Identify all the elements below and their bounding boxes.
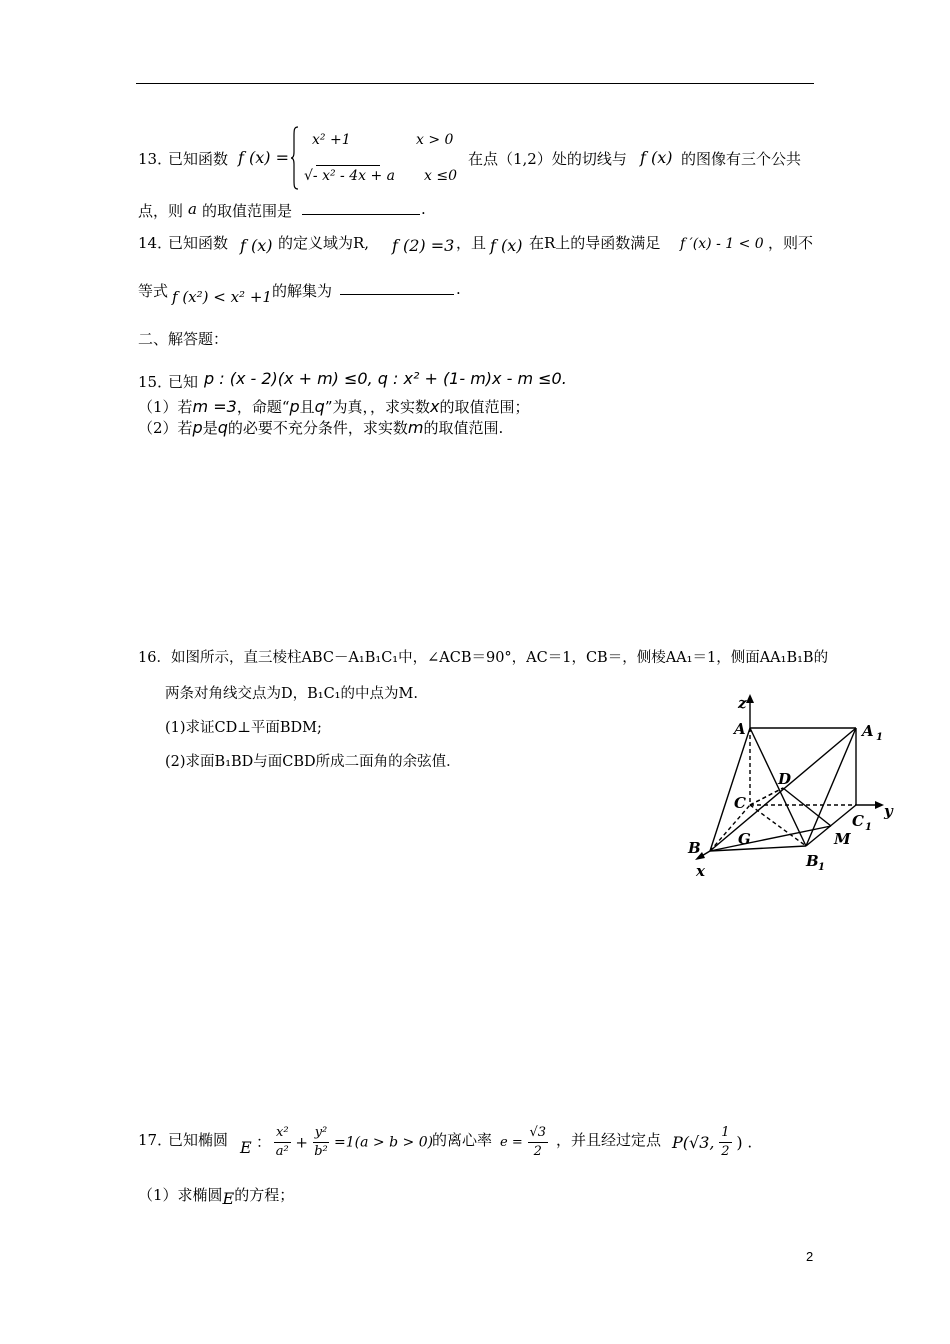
q17-p1-b: 的方程； xyxy=(234,1186,295,1204)
q13-case1-cond: x > 0 xyxy=(416,132,454,148)
q17-p1-E: E xyxy=(222,1189,235,1208)
line-CD-2 xyxy=(750,788,783,805)
label-B1: B xyxy=(806,852,819,870)
q13-line2-b: 的取值范围是 xyxy=(202,202,293,220)
label-C: C xyxy=(734,794,746,812)
edge-A1B1 xyxy=(806,728,856,846)
label-C1-sub: 1 xyxy=(865,822,872,833)
q15-statement: p : (x - 2)(x + m) ≤0, q : x² + (1- m)x - m ≤0. xyxy=(204,369,567,388)
q17-P-frac xyxy=(719,1124,731,1161)
q13-sqrt-bar xyxy=(316,165,380,166)
q17-part1 xyxy=(138,1184,295,1208)
q14-domain: 的定义域为R, xyxy=(278,234,370,252)
q17-fx-den: a² xyxy=(275,1144,289,1159)
q17-E: E xyxy=(240,1138,252,1157)
q15-p1-d: ”为真，，求实数 xyxy=(324,398,430,416)
q17-plus: + xyxy=(295,1133,308,1152)
q17-P: P(√3, xyxy=(672,1133,715,1152)
q14-intro: 已知函数 xyxy=(168,234,229,252)
label-x: x xyxy=(696,862,705,880)
label-G: G xyxy=(738,830,751,848)
q17-p1-a: （1）求椭圆 xyxy=(138,1186,223,1204)
q17-ellipse-eq xyxy=(274,1124,433,1161)
z-axis-arrow xyxy=(746,694,754,703)
q17-x-frac xyxy=(274,1124,291,1161)
q15-p1-p: p xyxy=(289,397,300,416)
q17-end: . xyxy=(747,1133,753,1152)
q14-number: 14． xyxy=(138,234,173,252)
q14-deriv-cond: f ′(x) - 1 < 0 xyxy=(680,236,764,252)
q15-p1-b: ，命题“ xyxy=(236,398,290,416)
label-y: y xyxy=(884,802,893,820)
q16-line2: 两条对角线交点为D，B₁C₁的中点为M. xyxy=(165,686,418,702)
q15-part2 xyxy=(138,417,503,438)
y-axis-arrow xyxy=(875,801,884,809)
q17-P-close: ) xyxy=(736,1133,743,1152)
section-2-heading: 二、解答题： xyxy=(138,330,229,348)
q17-fy-num: y² xyxy=(313,1124,330,1143)
q17-pass: ，并且经过定点 xyxy=(556,1131,662,1149)
label-B1-sub: 1 xyxy=(818,862,825,873)
q13-var-a: a xyxy=(188,200,197,218)
line-CB1 xyxy=(750,805,806,846)
q13-fx2: f (x) xyxy=(640,148,673,167)
q16-line1: 16．如图所示，直三棱柱ABC－A₁B₁C₁中，∠ACB＝90°，AC＝1，CB＝，侧棱AA₁＝1，侧面AA₁B₁B的 xyxy=(138,650,829,666)
q17-point xyxy=(672,1124,752,1161)
label-B: B xyxy=(688,839,701,857)
q17-number: 17． xyxy=(138,1131,173,1149)
q15-p1-c: 且 xyxy=(299,398,315,416)
q13-end: . xyxy=(421,200,426,218)
q15-number: 15． xyxy=(138,373,173,391)
q14-fx: f (x) xyxy=(240,236,273,255)
q17-ecc xyxy=(500,1124,548,1161)
q17-e-num: √3 xyxy=(528,1124,549,1143)
q17-e-den: 2 xyxy=(533,1144,542,1159)
q13-after2: 的图像有三个公共 xyxy=(681,150,802,168)
q15-part1 xyxy=(138,396,529,417)
q17-intro: 已知椭圆 xyxy=(168,1131,229,1149)
q17-eq: =1(a > b > 0) xyxy=(334,1134,434,1151)
q17-ecc-text: 的离心率 xyxy=(432,1131,493,1149)
q13-brace xyxy=(291,126,299,190)
q13-case1-expr: x² +1 xyxy=(312,132,351,148)
q17-e-lhs: e = xyxy=(500,1135,523,1150)
q13-answer-blank xyxy=(302,200,420,215)
q16-part1: (1)求证CD⊥平面BDM; xyxy=(165,720,322,736)
q15-p1-a: （1）若 xyxy=(138,398,193,416)
q15-p1-x: x xyxy=(429,397,440,416)
q14-line2-a: 等式 xyxy=(138,282,169,300)
q15-p2-c: 的必要不充分条件，求实数 xyxy=(227,419,408,437)
prism-figure xyxy=(682,688,908,884)
q17-colon: ： xyxy=(256,1133,272,1151)
label-z: z xyxy=(738,694,747,712)
label-A: A xyxy=(734,720,746,738)
label-A1: A xyxy=(862,722,874,740)
q17-fy-den: b² xyxy=(314,1144,328,1159)
q14-end: . xyxy=(456,280,461,298)
q15-p1-q: q xyxy=(314,397,325,416)
line-DM xyxy=(783,788,831,826)
q15-p2-d: 的取值范围. xyxy=(423,419,504,437)
q15-p1-m: m =3 xyxy=(192,397,237,416)
page-number: 2 xyxy=(806,1249,814,1264)
q15-intro: 已知 xyxy=(168,373,199,391)
q16-part2: (2)求面B₁BD与面CBD所成二面角的余弦值． xyxy=(165,754,461,770)
label-M: M xyxy=(834,830,851,848)
q14-and: ，且 xyxy=(456,234,487,252)
q17-e-frac xyxy=(528,1124,549,1161)
q13-case2-expr: √- x² - 4x + a xyxy=(304,168,396,184)
q15-p2-p: p xyxy=(192,418,203,437)
q14-fx2: f (x) xyxy=(490,236,523,255)
q14-then: ，则不 xyxy=(768,234,814,252)
q15-p2-m: m xyxy=(407,418,424,437)
q15-p1-e: 的取值范围； xyxy=(439,398,530,416)
q15-p2-b: 是 xyxy=(202,419,218,437)
q15-p2-q: q xyxy=(217,418,228,437)
q14-line2-b: 的解集为 xyxy=(272,282,333,300)
header-rule xyxy=(136,83,814,84)
label-C1: C xyxy=(852,812,864,830)
q14-deriv-text: 在R上的导函数满足 xyxy=(529,234,661,252)
q13-number: 13． xyxy=(138,150,173,168)
q15-p2-a: （2）若 xyxy=(138,419,193,437)
label-D: D xyxy=(778,770,792,788)
q13-case2-cond: x ≤0 xyxy=(424,168,457,184)
q14-answer-blank xyxy=(340,280,454,295)
q14-ineq: f (x²) < x² +1 xyxy=(172,288,272,306)
q13-after: 在点（1,2）处的切线与 xyxy=(468,150,627,168)
q17-fx-num: x² xyxy=(274,1124,291,1143)
q13-line2-a: 点，则 xyxy=(138,202,184,220)
q17-P-den: 2 xyxy=(721,1144,730,1159)
q17-y-frac xyxy=(313,1124,330,1161)
label-A1-sub: 1 xyxy=(876,732,883,743)
q13-intro: 已知函数 xyxy=(168,150,229,168)
q13-fx: f (x) = xyxy=(238,148,290,167)
q14-f2: f (2) =3 xyxy=(392,236,455,255)
q17-P-num: 1 xyxy=(719,1124,731,1143)
